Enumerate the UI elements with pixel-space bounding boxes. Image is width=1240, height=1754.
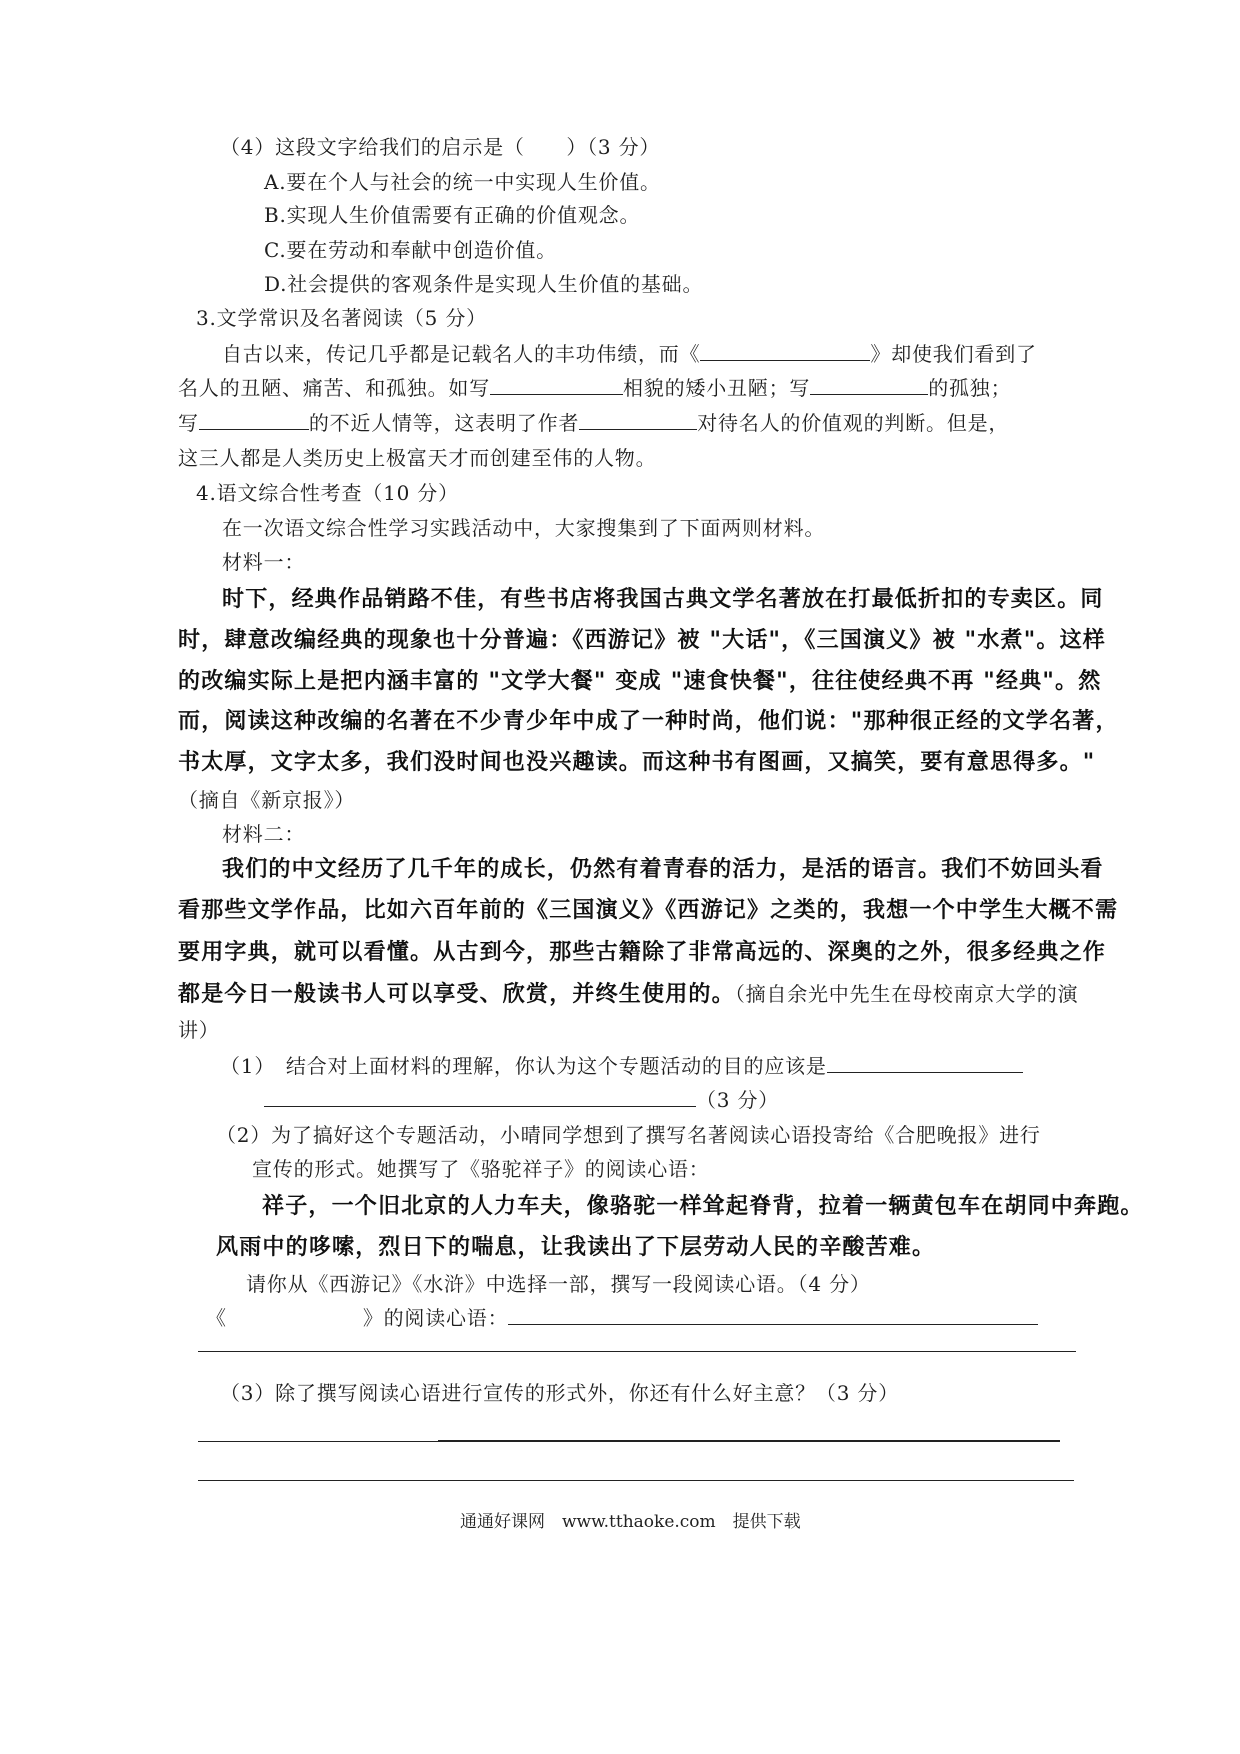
q4-option-b: B.实现人生价值需要有正确的价值观念。 xyxy=(264,203,641,227)
material1-line: 时下，经典作品销路不佳，有些书店将我国古典文学名著放在打最低折扣的专卖区。同 xyxy=(222,587,1104,612)
q1-line: （1） 结合对上面材料的理解，你认为这个专题活动的目的应该是 xyxy=(220,1052,1023,1080)
section3-title: 3.文学常识及名著阅读（5 分） xyxy=(196,306,487,330)
q1-line2: （3 分） xyxy=(264,1086,779,1114)
person3-blank[interactable] xyxy=(199,411,309,430)
q2-sample-quote-line2: 风雨中的哆嗦，烈日下的喘息，让我读出了下层劳动人民的辛酸苦难。 xyxy=(216,1235,936,1260)
footer-source: 通通好课网 www.tthaoke.com 提供下载 xyxy=(460,1512,801,1532)
section4-title: 4.语文综合性考查（10 分） xyxy=(196,481,459,505)
section3-para-line1: 自古以来，传记几乎都是记载名人的丰功伟绩，而《 》却使我们看到了 xyxy=(222,342,1037,366)
material2-line: 看那些文学作品，比如六百年前的《三国演义》《西游记》之类的，我想一个中学生大概不需 xyxy=(178,898,1119,923)
q1-answer-blank-2[interactable] xyxy=(264,1088,696,1107)
q4-option-a: A.要在个人与社会的统一中实现人生价值。 xyxy=(264,170,661,194)
material1-line: 而，阅读这种改编的名著在不少青少年中成了一种时尚，他们说："那种很正经的文学名著， xyxy=(178,709,1119,734)
section3-para-line4: 这三人都是人类历史上极富天才而创建至伟的人物。 xyxy=(178,446,657,470)
q1-answer-blank[interactable] xyxy=(827,1054,1023,1073)
q2-line1: （2）为了搞好这个专题活动，小晴同学想到了撰写名著阅读心语投寄给《合肥晚报》进行 xyxy=(216,1123,1041,1147)
q2-task: 请你从《西游记》《水浒》中选择一部，撰写一段阅读心语。（4 分） xyxy=(246,1272,871,1296)
material1-source: （摘自《新京报》） xyxy=(178,788,356,812)
material1-label: 材料一： xyxy=(222,550,306,574)
material2-line: 要用字典，就可以看懂。从古到今，那些古籍除了非常高远的、深奥的之外，很多经典之作 xyxy=(178,940,1107,965)
section3-para-line3: 写 的不近人情等，这表明了作者 对待名人的价值观的判断。但是， xyxy=(178,411,1010,435)
q2-answer-rule[interactable] xyxy=(198,1351,1076,1352)
person1-blank[interactable] xyxy=(490,376,623,395)
q2-answer-blank[interactable] xyxy=(508,1306,1038,1325)
q2-line2: 宣传的形式。她撰写了《骆驼祥子》的阅读心语： xyxy=(252,1157,710,1181)
q2-answer-line: 《 》的阅读心语： xyxy=(206,1304,1038,1332)
material1-line: 时，肆意改编经典的现象也十分普遍：《西游记》被 "大话"，《三国演义》被 "水煮"。这样 xyxy=(178,628,1106,653)
q3-answer-rule-right[interactable] xyxy=(438,1440,1060,1442)
material2-source-end: 讲） xyxy=(178,1018,220,1042)
q3-answer-rule-left[interactable] xyxy=(198,1441,438,1442)
material1-line: 书太厚，文字太多，我们没时间也没兴趣读。而这种书有图画，又搞笑，要有意思得多。" xyxy=(178,750,1096,775)
material2-line: 我们的中文经历了几千年的成长，仍然有着青春的活力，是活的语言。我们不妨回头看 xyxy=(222,857,1104,882)
section3-para-line2: 名人的丑陋、痛苦、和孤独。如写 相貌的矮小丑陋；写 的孤独； xyxy=(178,376,1012,400)
material1-line: 的改编实际上是把内涵丰富的 "文学大餐" 变成 "速食快餐"，往往使经典不再 "经典"。然 xyxy=(178,669,1102,694)
q2-sample-quote-line1: 祥子，一个旧北京的人力车夫，像骆驼一样耸起脊背，拉着一辆黄包车在胡同中奔跑。 xyxy=(262,1194,1144,1219)
q3-text: （3）除了撰写阅读心语进行宣传的形式外，你还有什么好主意？（3 分） xyxy=(220,1381,900,1405)
q3-answer-rule-2[interactable] xyxy=(198,1480,1074,1481)
q4-option-c: C.要在劳动和奉献中创造价值。 xyxy=(264,238,557,262)
section4-intro: 在一次语文综合性学习实践活动中，大家搜集到了下面两则材料。 xyxy=(222,516,826,540)
book-title-blank[interactable] xyxy=(700,342,870,361)
author-blank[interactable] xyxy=(579,411,697,430)
q4-stem: （4）这段文字给我们的启示是（ ）（3 分） xyxy=(220,135,661,159)
material2-line-last: 都是今日一般读书人可以享受、欣赏，并终生使用的。（摘自余光中先生在母校南京大学的演 xyxy=(178,982,1079,1007)
material2-label: 材料二： xyxy=(222,822,306,846)
person2-blank[interactable] xyxy=(810,376,928,395)
q4-option-d: D.社会提供的客观条件是实现人生价值的基础。 xyxy=(264,272,704,296)
